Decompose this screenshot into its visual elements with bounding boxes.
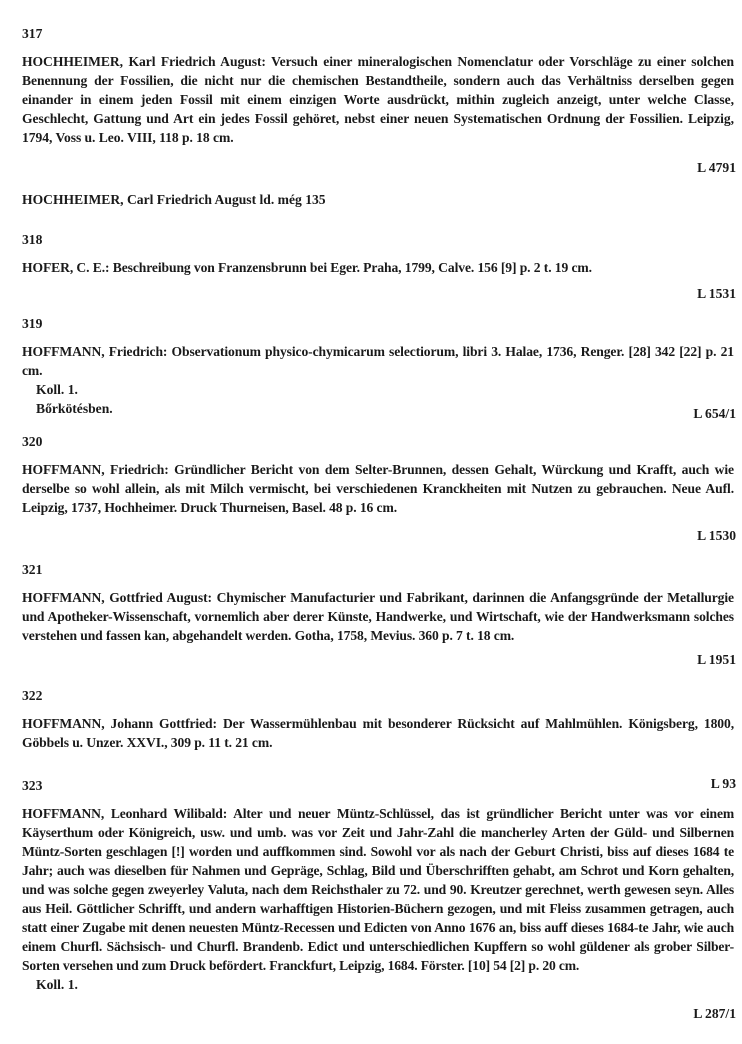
catalog-entry-320 <box>22 432 736 543</box>
shelf-mark: L 1531 <box>697 286 736 301</box>
catalog-entry-317 <box>22 24 736 175</box>
shelf-mark: L 287/1 <box>693 1006 736 1021</box>
entry-description: HOCHHEIMER, Karl Friedrich August: Versuch einer mineralogischen Nomenclatur oder Vorschläge zu einer solchen Benennung der Fossilien, die nicht nur die chemischen Bestandtheile, sondern auch das Verhältniss derselben gegen einander in einem jeden Fossil mit einem einzigen Worte ausdrückt, mithin zugleich anzeigt, unter welche Classe, Geschlecht, Gattung und Art ein jedes Fossil gehöret, nebst einer neuen Systematischen Ordnung der Fossilien. Leipzig, 1794, Voss u. Leo. VIII, 118 p. 18 cm. <box>22 54 734 145</box>
cross-reference: HOCHHEIMER, Carl Friedrich August ld. még 135 <box>22 192 326 207</box>
entry-description: HOFFMANN, Friedrich: Observationum physico-chymicarum selectiorum, libri 3. Halae, 1736, Renger. [28] 342 [22] p. 21 cm. <box>22 344 734 378</box>
shelf-mark: L 654/1 <box>693 406 736 421</box>
catalog-page <box>22 0 734 1044</box>
entry-note-koll: Koll. 1. <box>36 977 78 992</box>
catalog-entry-318 <box>22 230 736 301</box>
catalog-entry-319 <box>22 314 736 421</box>
shelf-mark: L 4791 <box>697 160 736 175</box>
catalog-entry-323 <box>22 776 736 1021</box>
shelf-mark: L 1951 <box>697 652 736 667</box>
shelf-mark: L 93 <box>710 776 736 791</box>
entry-description: HOFFMANN, Johann Gottfried: Der Wassermühlenbau mit besonderer Rücksicht auf Mahlmühlen. Königsberg, 1800, Göbbels u. Unzer. XXVI., 309 p. 11 t. 21 cm. <box>22 716 734 750</box>
entry-note-koll: Koll. 1. <box>36 382 78 397</box>
catalog-entry-321 <box>22 560 736 667</box>
entry-description: HOFFMANN, Friedrich: Gründlicher Bericht von dem Selter-Brunnen, dessen Gehalt, Würckung und Krafft, auch wie derselbe so wohl allein, als mit Milch vermischt, bei verschiedenen Kranckheiten mit Nutzen zu gebrauchen. Neue Aufl. Leipzig, 1737, Hochheimer. Druck Thurneisen, Basel. 48 p. 16 cm. <box>22 462 734 515</box>
entry-number: 321 <box>22 562 43 577</box>
entry-number: 317 <box>22 26 43 41</box>
entry-description: HOFFMANN, Gottfried August: Chymischer Manufacturier und Fabrikant, darinnen die Anfangsgründe der Metallurgie und Apotheker-Wissenschaft, vornemlich aber derer Künste, Handwerke, und Wirtschaft, wie der Handwerksmann solches verstehen und fassen kan, abgehandelt werden. Gotha, 1758, Mevius. 360 p. 7 t. 18 cm. <box>22 590 734 643</box>
entry-number: 318 <box>22 232 43 247</box>
entry-number: 322 <box>22 688 43 703</box>
entry-description: HOFER, C. E.: Beschreibung von Franzensbrunn bei Eger. Praha, 1799, Calve. 156 [9] p. 2 t. 19 cm. <box>22 260 592 275</box>
entry-description: HOFFMANN, Leonhard Wilibald: Alter und neuer Müntz-Schlüssel, das ist gründlicher Bericht unter was vor einem Käyserthum oder Königreich, usw. und umb. was vor Zeit und Jahr-Zahl die mancherley Arten der Güld- und Silbernen Müntz-Sorten geschlagen [!] worden und auffkommen sind. Sowohl vor als nach der Geburt Christi, biss auf dieses 1684 te Jahr; auch was dieselben für Nahmen und Gepräge, Schlag, Bild und Überschrifften gehabt, am Schrot und Korn gehalten, und was solche gegen zweyerley Valuta, nach dem Reichsthaler zu 72. und 90. Kreutzer gerechnet, werth gewesen seyn. Alles aus Heil. Göttlicher Schrifft, und andern warhafftigen Historien-Büchern gezogen, und mit Fleiss zusammen getragen, auch statt einer Zugabe mit denen neuesten Müntz-Recessen und Edicten von Anno 1676 an, biss auff dieses 1684-te Jahr, wie auch einem Churfl. Sächsisch- und Churfl. Brandenb. Edict und unterschiedlichen Kupffern so wohl güldener als grober Silber-Sorten versehen und zum Druck befördert. Franckfurt, Leipzig, 1684. Förster. [10] 54 [2] p. 20 cm. <box>22 806 734 973</box>
entry-number: 323 <box>22 778 43 793</box>
entry-number: 319 <box>22 316 43 331</box>
entry-number: 320 <box>22 434 43 449</box>
shelf-mark: L 1530 <box>697 528 736 543</box>
entry-note-binding: Bőrkötésben. <box>36 401 113 416</box>
